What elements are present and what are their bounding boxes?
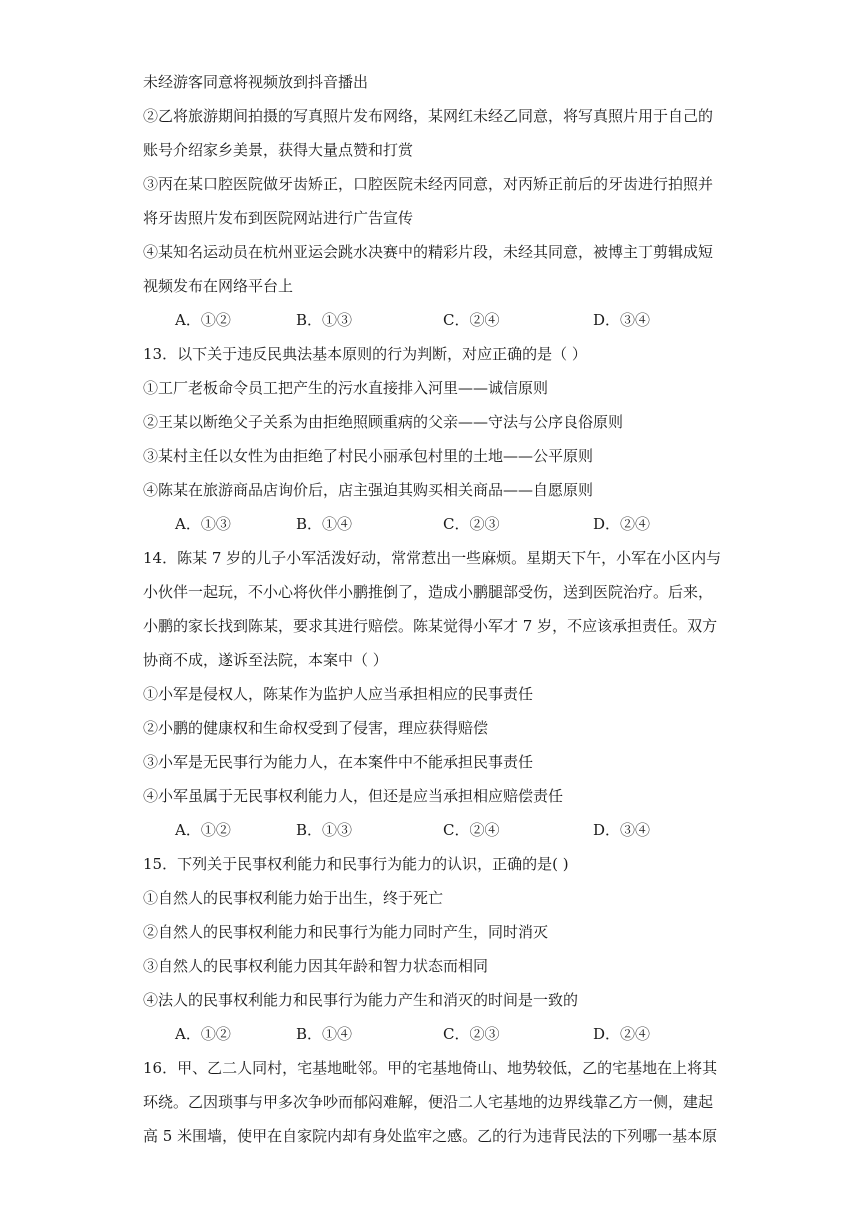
q14-stem-line-3: 小鹏的家长找到陈某，要求其进行赔偿。陈某觉得小军才 7 岁，不应该承担责任。双方 [143,617,718,635]
q14-stem-line-4: 协商不成，遂诉至法院，本案中（ ） [143,651,388,669]
q14-option-b: B．①③ [296,821,353,839]
q13-item-3: ③某村主任以女性为由拒绝了村民小丽承包村里的土地——公平原则 [143,447,594,465]
q13-stem: 13．以下关于违反民典法基本原则的行为判断，对应正确的是（ ） [143,345,587,363]
q14-option-d: D．③④ [593,821,651,839]
q13-item-4: ④陈某在旅游商品店询价后，店主强迫其购买相关商品——自愿原则 [143,481,594,499]
q12-option-d: D．③④ [593,311,651,329]
q12-item-4-line-2: 视频发布在网络平台上 [143,277,294,295]
q15-item-2: ②自然人的民事权利能力和民事行为能力同时产生，同时消灭 [143,923,549,941]
q12-continuation: 未经游客同意将视频放到抖音播出 [143,73,369,91]
q15-option-a: A．①② [175,1025,231,1043]
q12-item-2-line-2: 账号介绍家乡美景，获得大量点赞和打赏 [143,141,414,159]
q12-item-3-line-2: 将牙齿照片发布到医院网站进行广告宣传 [143,209,414,227]
q14-item-2: ②小鹏的健康权和生命权受到了侵害，理应获得赔偿 [143,719,489,737]
q16-stem-line-1: 16．甲、乙二人同村，宅基地毗邻。甲的宅基地倚山、地势较低，乙的宅基地在上将其 [143,1059,718,1077]
q12-item-2-line-1: ②乙将旅游期间拍摄的写真照片发布网络，某网红未经乙同意，将写真照片用于自己的 [143,107,714,125]
q13-item-1: ①工厂老板命令员工把产生的污水直接排入河里——诚信原则 [143,379,549,397]
q14-option-a: A．①② [175,821,231,839]
q12-option-c: C．②④ [443,311,500,329]
q14-item-4: ④小军虽属于无民事权利能力人，但还是应当承担相应赔偿责任 [143,787,564,805]
q15-item-1: ①自然人的民事权利能力始于出生，终于死亡 [143,889,444,907]
q14-item-1: ①小军是侵权人，陈某作为监护人应当承担相应的民事责任 [143,685,534,703]
q14-item-3: ③小军是无民事行为能力人，在本案件中不能承担民事责任 [143,753,534,771]
q13-item-2: ②王某以断绝父子关系为由拒绝照顾重病的父亲——守法与公序良俗原则 [143,413,624,431]
q13-option-c: C．②③ [443,515,500,533]
q15-stem: 15．下列关于民事权利能力和民事行为能力的认识，正确的是( ) [143,855,569,873]
q14-stem-line-2: 小伙伴一起玩，不小心将伙伴小鹏推倒了，造成小鹏腿部受伤，送到医院治疗。后来， [143,583,714,601]
q15-item-4: ④法人的民事权利能力和民事行为能力产生和消灭的时间是一致的 [143,991,579,1009]
q16-stem-line-3: 高 5 米围墙，使甲在自家院内却有身处监牢之感。乙的行为违背民法的下列哪一基本原 [143,1127,718,1145]
q12-item-4-line-1: ④某知名运动员在杭州亚运会跳水决赛中的精彩片段，未经其同意，被博主丁剪辑成短 [143,243,714,261]
q15-option-d: D．②④ [593,1025,651,1043]
q15-option-b: B．①④ [296,1025,353,1043]
q12-option-b: B．①③ [296,311,353,329]
q13-option-b: B．①④ [296,515,353,533]
q12-option-a: A．①② [175,311,231,329]
q13-option-d: D．②④ [593,515,651,533]
q14-stem-line-1: 14．陈某 7 岁的儿子小军活泼好动，常常惹出一些麻烦。星期天下午，小军在小区内与 [143,549,722,567]
q12-item-3-line-1: ③丙在某口腔医院做牙齿矫正，口腔医院未经丙同意，对丙矫正前后的牙齿进行拍照并 [143,175,714,193]
q15-item-3: ③自然人的民事权利能力因其年龄和智力状态而相同 [143,957,489,975]
q14-option-c: C．②④ [443,821,500,839]
q15-option-c: C．②③ [443,1025,500,1043]
q16-stem-line-2: 环绕。乙因琐事与甲多次争吵而郁闷难解，便沿二人宅基地的边界线靠乙方一侧，建起 [143,1093,714,1111]
q13-option-a: A．①③ [175,515,231,533]
